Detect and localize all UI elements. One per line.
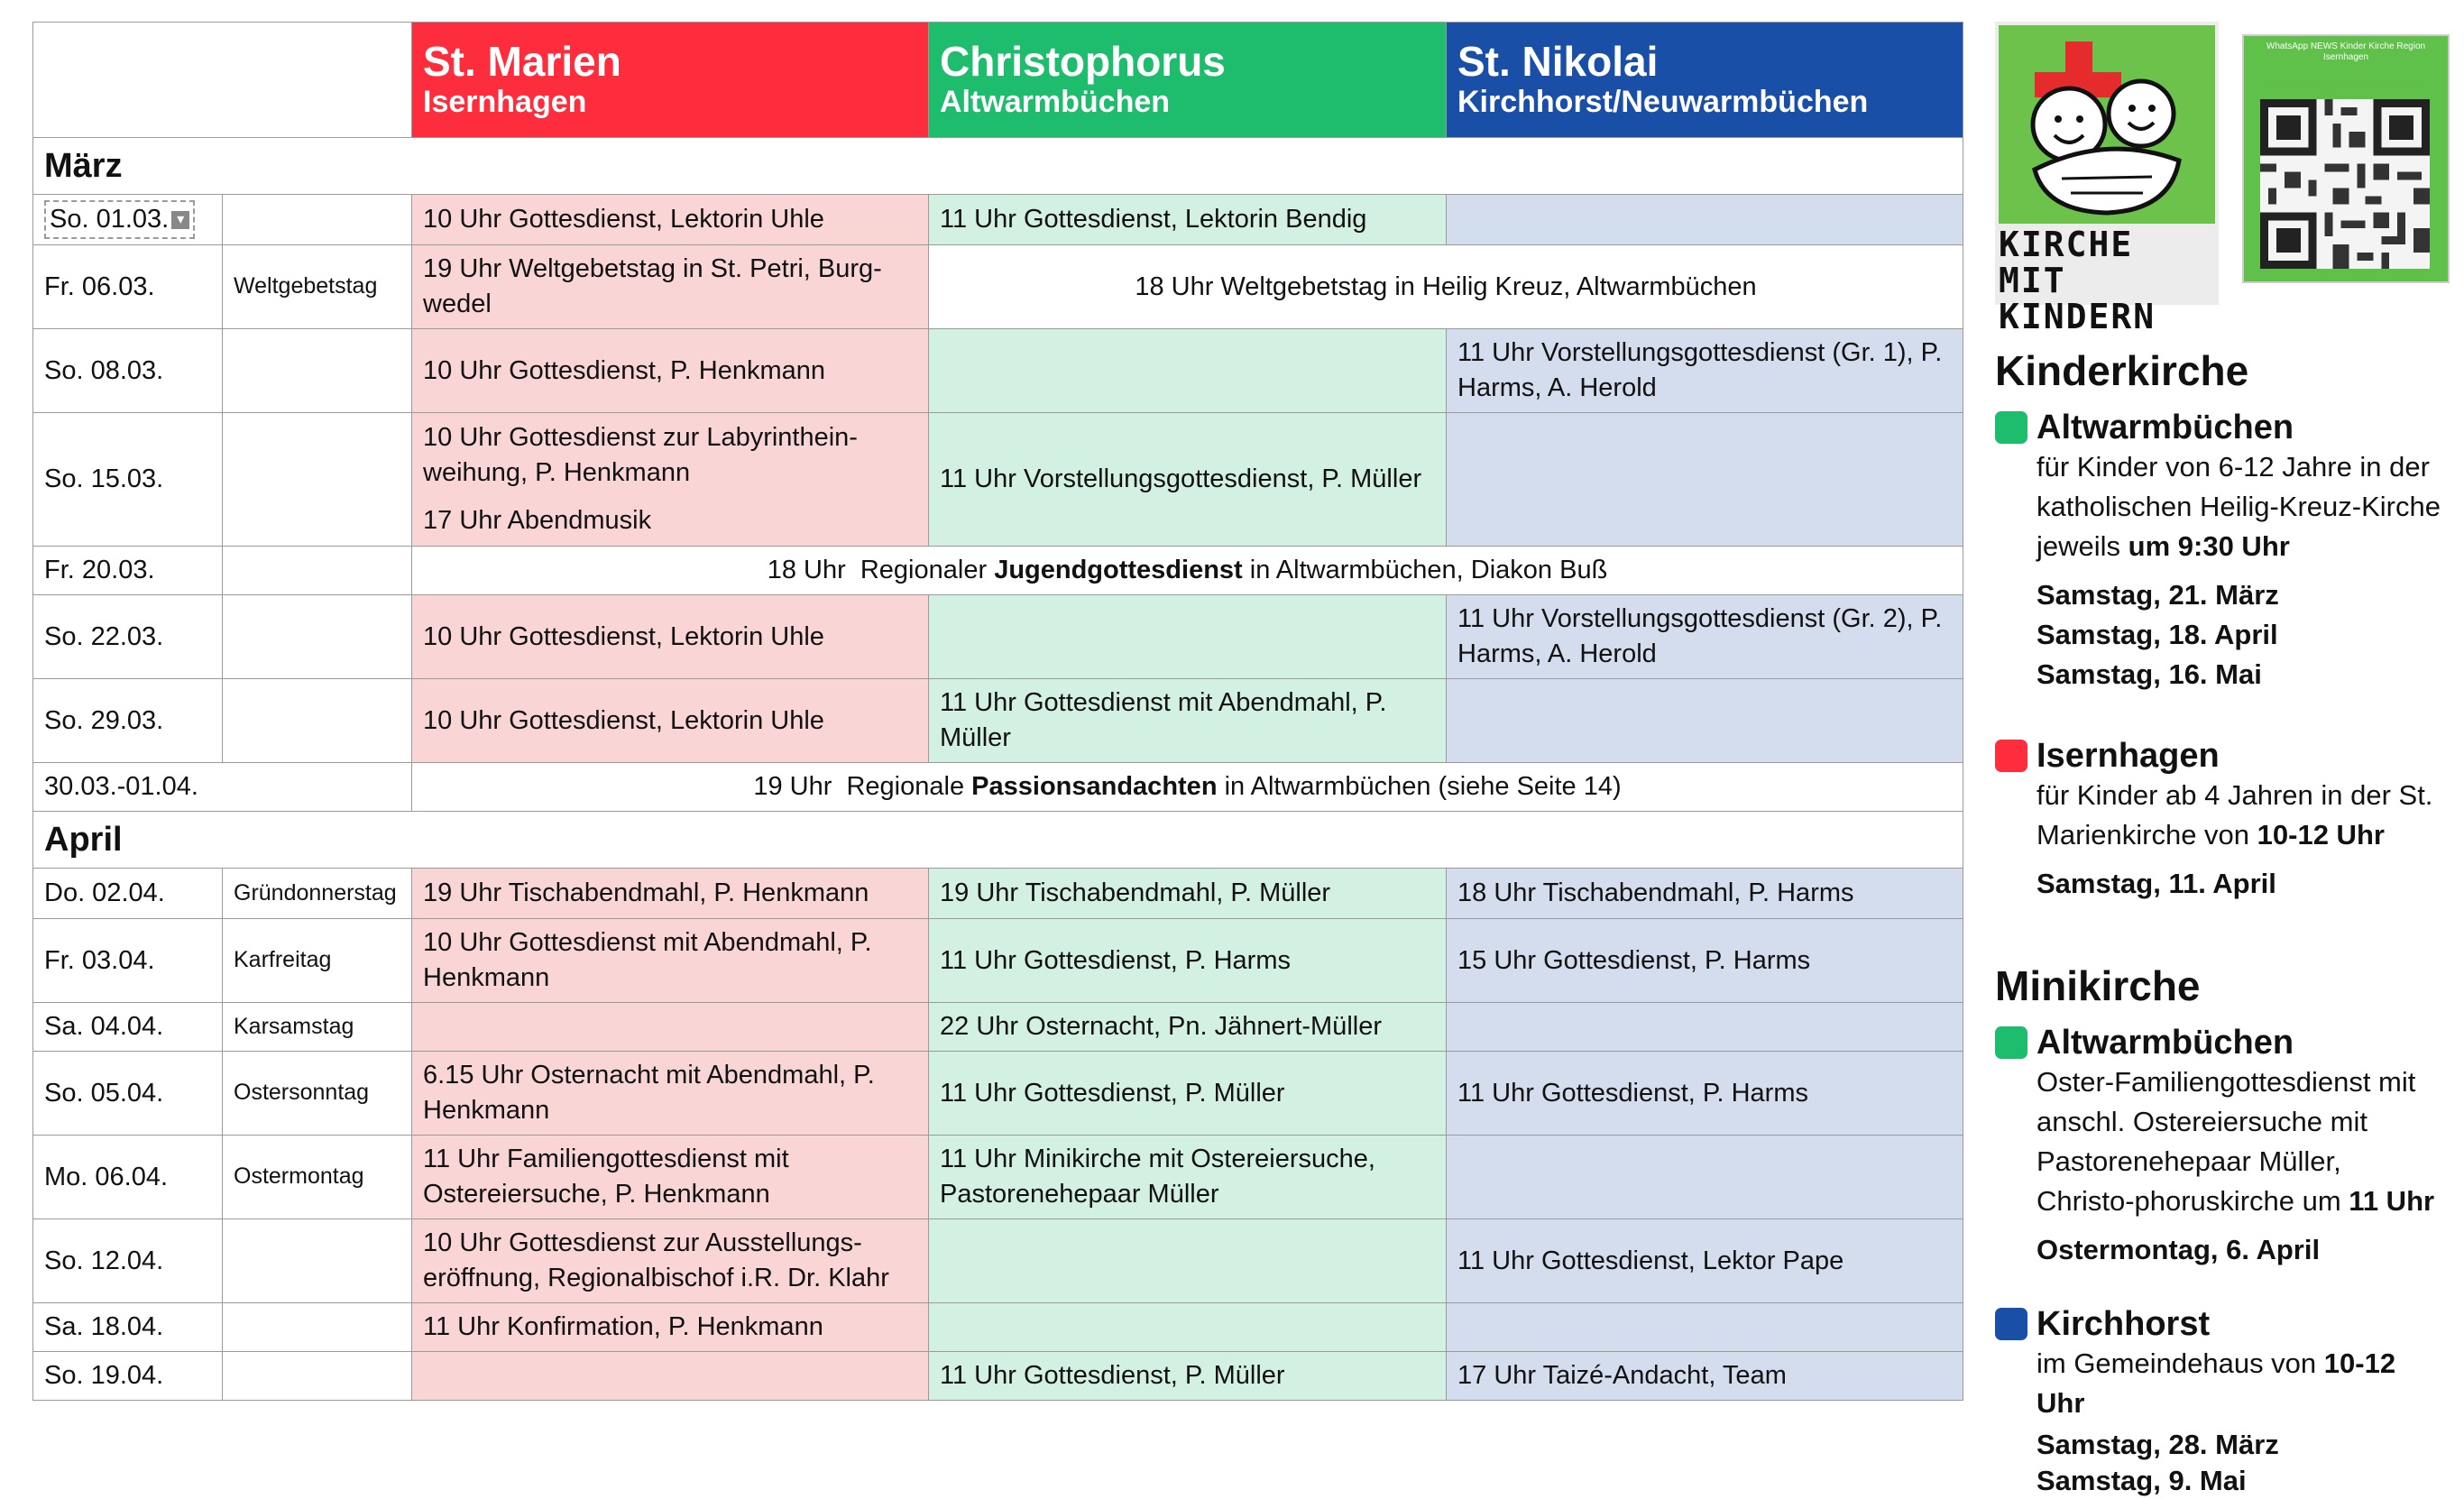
location-description <box>2036 1344 2446 1423</box>
marien-cell <box>412 1352 929 1401</box>
location-name: Isernhagen <box>2036 737 2220 775</box>
kirche-mit-kindern-logo <box>1995 22 2219 336</box>
description-time: 11 Uhr <box>2349 1185 2435 1217</box>
feast-cell: Weltgebetstag <box>223 245 412 329</box>
feast-cell: Karsamstag <box>223 1003 412 1052</box>
month-label: März <box>33 138 1963 195</box>
event-text: 10 Uhr Gottesdienst zur Labyrinthein-weihung, P. Henkmann <box>423 423 858 488</box>
date-cell: So. 12.04. <box>33 1219 223 1303</box>
date-text: So. 01.03. <box>50 205 170 235</box>
date-item: Samstag, 11. April <box>2036 868 2276 899</box>
christophorus-cell <box>929 595 1447 679</box>
date-item: Samstag, 9. Mai <box>2036 1465 2247 1496</box>
date-item: Ostermontag, 6. April <box>2036 1234 2321 1265</box>
event-text: 18 Uhr Regionaler <box>767 556 995 585</box>
description-text: für Kinder ab 4 Jahren in der St. Marienkirche von <box>2036 779 2433 851</box>
christophorus-cell: 11 Uhr Vorstellungsgottesdienst, P. Müller <box>929 413 1447 547</box>
header-christophorus <box>929 23 1447 138</box>
nikolai-cell <box>1447 1136 1963 1219</box>
table-row <box>33 195 1963 245</box>
date-selection-box[interactable] <box>44 200 195 239</box>
green-square-icon <box>1995 1026 2027 1059</box>
red-square-icon <box>1995 740 2027 772</box>
date-cell: 30.03.-01.04. <box>33 763 412 812</box>
marien-cell <box>412 1003 929 1052</box>
table-row <box>33 413 1963 547</box>
table-row <box>33 869 1963 919</box>
schedule-table <box>32 22 1963 1401</box>
description-text: für Kinder von 6-12 Jahre in der katholischen Heilig-Kreuz-Kirche jeweils <box>2036 451 2441 562</box>
logo-artwork <box>1999 25 2215 224</box>
location-description <box>2036 776 2446 855</box>
feast-cell <box>223 1352 412 1401</box>
month-row <box>33 138 1963 195</box>
header-christophorus-name: Christophorus <box>940 37 1226 85</box>
marien-cell: 19 Uhr Weltgebetstag in St. Petri, Burg-wedel <box>412 245 929 329</box>
marien-cell: 19 Uhr Tischabendmahl, P. Henkmann <box>412 869 929 919</box>
merged-cell: 18 Uhr Weltgebetstag in Heilig Kreuz, Altwarmbüchen <box>929 245 1963 329</box>
nikolai-cell: 11 Uhr Gottesdienst, Lektor Pape <box>1447 1219 1963 1303</box>
table-row <box>33 329 1963 413</box>
date-item: Samstag, 18. April <box>2036 619 2278 650</box>
qr-code-icon <box>2260 99 2430 269</box>
date-cell: Mo. 06.04. <box>33 1136 223 1219</box>
date-cell: So. 08.03. <box>33 329 223 413</box>
minikirche-title: Minikirche <box>1995 962 2201 1009</box>
event-text: 19 Uhr Regionale <box>753 772 972 802</box>
date-list <box>2036 1230 2446 1270</box>
table-row <box>33 547 1963 595</box>
table-row <box>33 763 1963 812</box>
christophorus-cell: 11 Uhr Gottesdienst mit Abendmahl, P. Müller <box>929 679 1447 763</box>
date-cell: Sa. 04.04. <box>33 1003 223 1052</box>
event-text: 17 Uhr Abendmusik <box>423 505 652 535</box>
christophorus-cell: 11 Uhr Gottesdienst, Lektorin Bendig <box>929 195 1447 245</box>
feast-cell <box>223 547 412 595</box>
event-highlight: Passionsandachten <box>971 772 1218 802</box>
date-list <box>2036 575 2446 694</box>
date-cell: Do. 02.04. <box>33 869 223 919</box>
date-cell: So. 19.04. <box>33 1352 223 1401</box>
minikirche-altwarmbuechen <box>1995 1023 2446 1270</box>
nikolai-cell: 18 Uhr Tischabendmahl, P. Harms <box>1447 869 1963 919</box>
date-cell: So. 05.04. <box>33 1052 223 1136</box>
blue-square-icon <box>1995 1308 2027 1340</box>
marien-cell <box>412 413 929 547</box>
date-item: Samstag, 16. Mai <box>2036 658 2262 690</box>
header-nikolai-name: St. Nikolai <box>1457 37 1659 85</box>
description-text: im Gemeindehaus von <box>2036 1347 2324 1379</box>
table-row <box>33 1219 1963 1303</box>
feast-cell: Karfreitag <box>223 919 412 1003</box>
christophorus-cell: 19 Uhr Tischabendmahl, P. Müller <box>929 869 1447 919</box>
christophorus-cell: 11 Uhr Gottesdienst, P. Müller <box>929 1352 1447 1401</box>
christophorus-cell <box>929 1219 1447 1303</box>
minikirche-kirchhorst <box>1995 1304 2446 1499</box>
location-name: Altwarmbüchen <box>2036 409 2294 446</box>
table-row <box>33 679 1963 763</box>
month-row <box>33 812 1963 869</box>
date-cell: Fr. 20.03. <box>33 547 223 595</box>
header-marien-place: Isernhagen <box>423 85 587 120</box>
description-time: um 9:30 Uhr <box>2128 530 2290 562</box>
description-time: 10-12 Uhr <box>2036 1347 2396 1419</box>
nikolai-cell <box>1447 679 1963 763</box>
event-text: in Altwarmbüchen (siehe Seite 14) <box>1217 772 1622 802</box>
children-cross-icon <box>1999 25 2215 224</box>
event-text: in Altwarmbüchen, Diakon Buß <box>1242 556 1608 585</box>
month-label: April <box>33 812 1963 869</box>
description-time: 10-12 Uhr <box>2257 819 2385 851</box>
christophorus-cell: 22 Uhr Osternacht, Pn. Jähnert-Müller <box>929 1003 1447 1052</box>
header-marien-name: St. Marien <box>423 37 621 85</box>
kinderkirche-altwarmbuechen <box>1995 408 2446 694</box>
table-row <box>33 1303 1963 1352</box>
feast-cell <box>223 595 412 679</box>
table-row <box>33 595 1963 679</box>
table-row <box>33 1003 1963 1052</box>
table-row <box>33 1136 1963 1219</box>
date-cell: Fr. 06.03. <box>33 245 223 329</box>
nikolai-cell: 17 Uhr Taizé-Andacht, Team <box>1447 1352 1963 1401</box>
table-row <box>33 1352 1963 1401</box>
date-cell: So. 15.03. <box>33 413 223 547</box>
header-marien <box>412 23 929 138</box>
feast-cell: Ostermontag <box>223 1136 412 1219</box>
marien-cell: 10 Uhr Gottesdienst mit Abendmahl, P. Henkmann <box>412 919 929 1003</box>
date-list <box>2036 1427 2446 1499</box>
location-name: Kirchhorst <box>2036 1305 2211 1343</box>
marien-cell: 10 Uhr Gottesdienst, Lektorin Uhle <box>412 679 929 763</box>
kinderkirche-isernhagen <box>1995 736 2446 904</box>
feast-cell <box>223 329 412 413</box>
christophorus-cell: 11 Uhr Minikirche mit Ostereiersuche, Pastorenehepaar Müller <box>929 1136 1447 1219</box>
header-nikolai-place: Kirchhorst/Neuwarmbüchen <box>1457 85 1869 120</box>
kinderkirche-title: Kinderkirche <box>1995 347 2249 394</box>
header-empty <box>33 23 412 138</box>
nikolai-cell: 11 Uhr Vorstellungsgottesdienst (Gr. 2), P. Harms, A. Herold <box>1447 595 1963 679</box>
chevron-down-icon[interactable]: ▾ <box>171 211 189 229</box>
nikolai-cell <box>1447 413 1963 547</box>
date-item: Samstag, 21. März <box>2036 579 2279 611</box>
merged-cell <box>412 763 1963 812</box>
feast-cell <box>223 1219 412 1303</box>
whatsapp-qr-code[interactable] <box>2242 34 2450 283</box>
date-cell: So. 22.03. <box>33 595 223 679</box>
date-list <box>2036 864 2446 904</box>
christophorus-cell: 11 Uhr Gottesdienst, P. Müller <box>929 1052 1447 1136</box>
event-highlight: Jugendgottesdienst <box>994 556 1243 585</box>
marien-cell: 11 Uhr Familiengottesdienst mit Ostereiersuche, P. Henkmann <box>412 1136 929 1219</box>
nikolai-cell: 11 Uhr Gottesdienst, P. Harms <box>1447 1052 1963 1136</box>
marien-cell: 6.15 Uhr Osternacht mit Abendmahl, P. Henkmann <box>412 1052 929 1136</box>
christophorus-cell <box>929 329 1447 413</box>
header-christophorus-place: Altwarmbüchen <box>940 85 1171 120</box>
table-row <box>33 919 1963 1003</box>
green-square-icon <box>1995 411 2027 444</box>
location-description <box>2036 447 2446 566</box>
date-cell: Sa. 18.04. <box>33 1303 223 1352</box>
christophorus-cell: 11 Uhr Gottesdienst, P. Harms <box>929 919 1447 1003</box>
merged-cell <box>412 547 1963 595</box>
feast-cell <box>223 679 412 763</box>
feast-cell <box>223 195 412 245</box>
qr-caption: WhatsApp NEWS Kinder Kirche Region Isernhagen <box>2266 41 2426 62</box>
date-item: Samstag, 28. März <box>2036 1429 2279 1460</box>
logo-text: KIRCHE MIT KINDERN <box>1999 225 2156 336</box>
location-description <box>2036 1062 2446 1221</box>
table-row <box>33 245 1963 329</box>
feast-cell <box>223 1303 412 1352</box>
nikolai-cell <box>1447 195 1963 245</box>
nikolai-cell <box>1447 1303 1963 1352</box>
marien-cell: 10 Uhr Gottesdienst, Lektorin Uhle <box>412 595 929 679</box>
marien-cell: 11 Uhr Konfirmation, P. Henkmann <box>412 1303 929 1352</box>
date-cell: So. 29.03. <box>33 679 223 763</box>
marien-cell: 10 Uhr Gottesdienst, P. Henkmann <box>412 329 929 413</box>
location-name: Altwarmbüchen <box>2036 1024 2294 1062</box>
nikolai-cell <box>1447 1003 1963 1052</box>
feast-cell <box>223 413 412 547</box>
nikolai-cell: 15 Uhr Gottesdienst, P. Harms <box>1447 919 1963 1003</box>
header-row <box>33 23 1963 138</box>
nikolai-cell: 11 Uhr Vorstellungsgottesdienst (Gr. 1), P. Harms, A. Herold <box>1447 329 1963 413</box>
description-text: Oster-Familiengottesdienst mit anschl. Ostereiersuche mit Pastorenehepaar Müller, Christo-phoruskirche um <box>2036 1066 2416 1217</box>
header-nikolai <box>1447 23 1963 138</box>
feast-cell: Gründonnerstag <box>223 869 412 919</box>
feast-cell: Ostersonntag <box>223 1052 412 1136</box>
marien-cell: 10 Uhr Gottesdienst zur Ausstellungs-eröffnung, Regionalbischof i.R. Dr. Klahr <box>412 1219 929 1303</box>
date-cell[interactable] <box>33 195 223 245</box>
marien-cell: 10 Uhr Gottesdienst, Lektorin Uhle <box>412 195 929 245</box>
christophorus-cell <box>929 1303 1447 1352</box>
table-row <box>33 1052 1963 1136</box>
date-cell: Fr. 03.04. <box>33 919 223 1003</box>
